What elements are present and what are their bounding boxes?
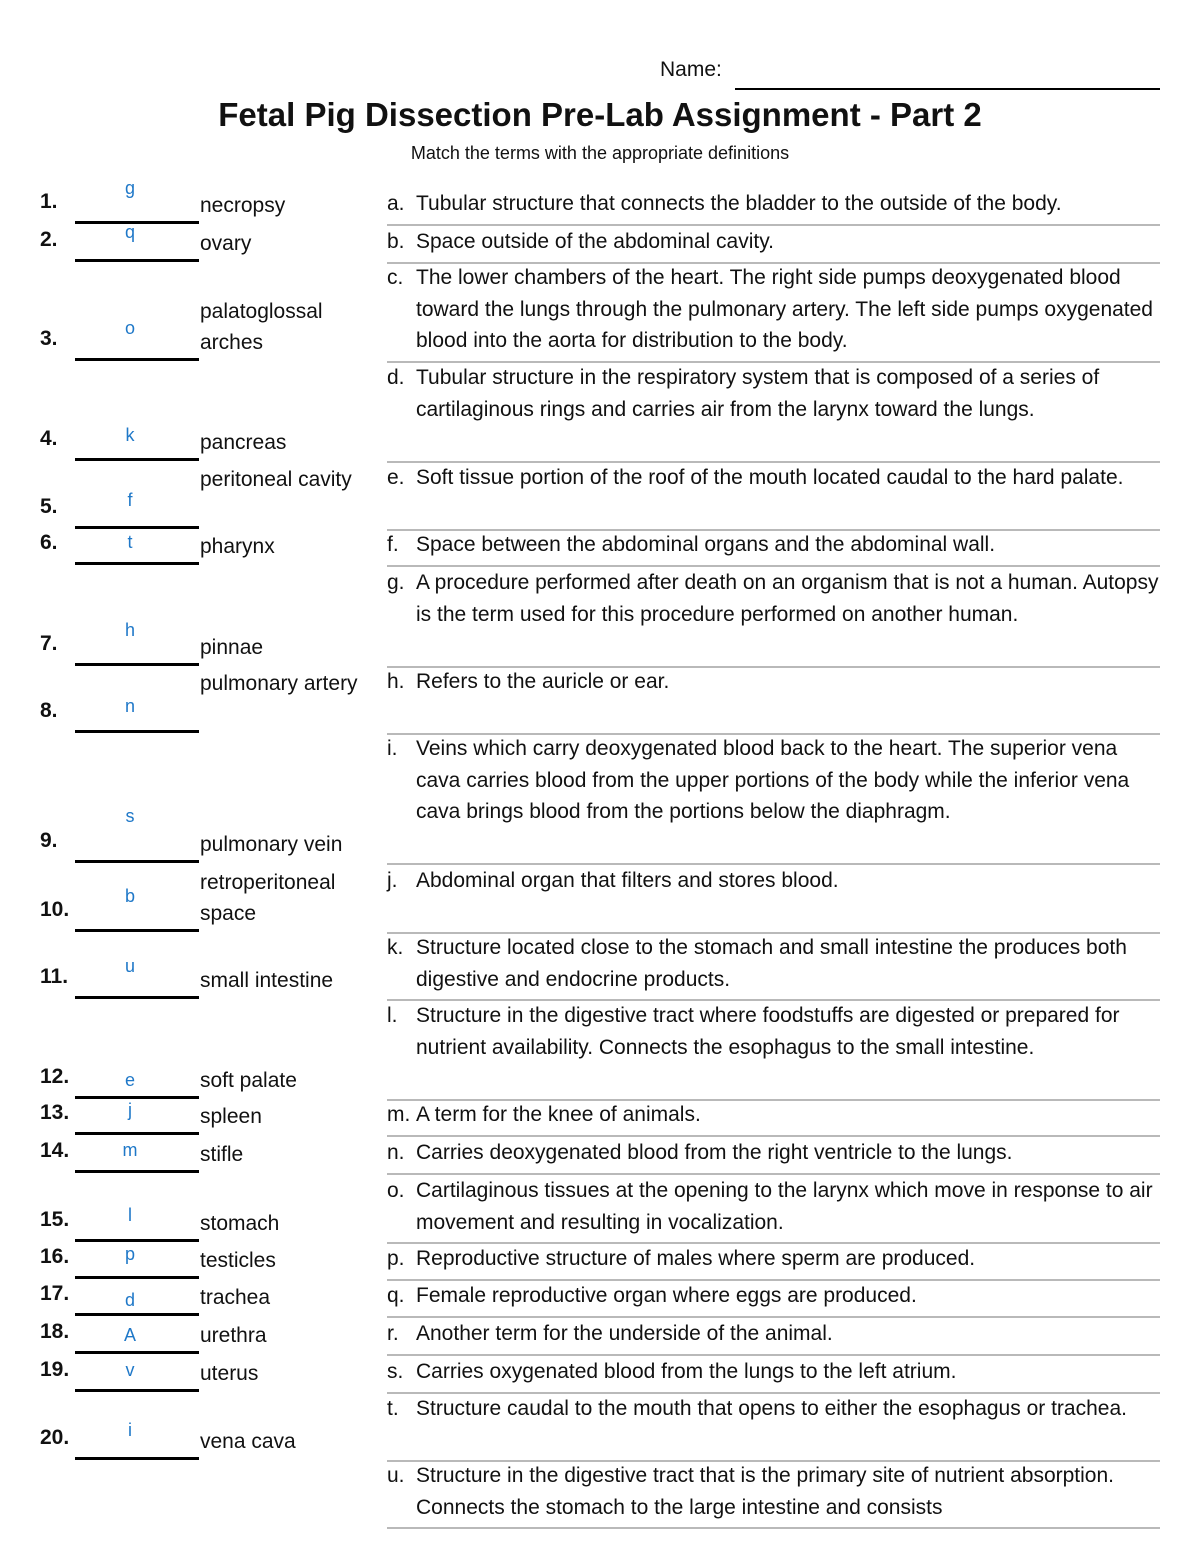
definition-letter: u. (387, 1464, 405, 1487)
answer-blank[interactable] (75, 860, 199, 863)
answer-7[interactable]: h (124, 620, 135, 640)
item-number: 1. (40, 189, 58, 213)
definition-letter: q. (387, 1284, 405, 1307)
definition-j (387, 865, 1162, 897)
answer-18[interactable]: A (123, 1325, 136, 1345)
item-number: 2. (40, 227, 58, 251)
term-palatoglossal-arches: palatoglossal arches (200, 299, 323, 354)
answer-blank[interactable] (75, 1132, 199, 1135)
definition-text: Tubular structure in the respiratory system that is composed of a series of cartilaginous rings and carries air from the larynx toward the lungs. (416, 366, 1100, 421)
answer-blank[interactable] (75, 358, 199, 361)
term-pulmonary-vein: pulmonary vein (200, 833, 343, 856)
answer-8[interactable]: n (124, 696, 135, 716)
answer-20[interactable]: i (128, 1420, 132, 1440)
answer-5[interactable]: f (127, 490, 133, 510)
definition-g (387, 567, 1162, 630)
instructions: Match the terms with the appropriate definitions (410, 143, 790, 163)
definition-letter: c. (387, 266, 404, 289)
definition-text: Structure in the digestive tract that is the primary site of nutrient absorption. Connects the stomach to the large intestine and consists (416, 1464, 1115, 1519)
item-number: 5. (40, 495, 58, 518)
definition-c (387, 262, 1162, 357)
answer-4[interactable]: k (125, 425, 135, 445)
term-retroperitoneal-space: retroperitoneal space (200, 871, 336, 925)
definition-f (387, 529, 1162, 561)
item-number: 11. (40, 965, 69, 988)
answer-15[interactable]: l (128, 1205, 132, 1225)
definition-letter: f. (387, 533, 399, 556)
row-divider (387, 1527, 1160, 1529)
definition-b (387, 226, 1162, 258)
answer-6[interactable]: t (127, 532, 133, 552)
definition-h (387, 666, 1162, 698)
definition-letter: b. (387, 230, 405, 253)
answer-blank[interactable] (75, 259, 199, 262)
term-uterus: uterus (200, 1361, 259, 1385)
definition-letter: j. (387, 869, 398, 892)
answer-blank[interactable] (75, 929, 199, 932)
definition-letter: o. (387, 1179, 405, 1202)
definition-letter: a. (387, 192, 405, 215)
definition-q (387, 1280, 1162, 1312)
item-number: 10. (40, 898, 70, 921)
term-testicles: testicles (200, 1248, 276, 1272)
answer-13[interactable]: j (128, 1100, 132, 1120)
definition-a (387, 188, 1162, 220)
item-number: 19. (40, 1357, 70, 1381)
definition-letter: m. (387, 1103, 411, 1126)
item-number: 17. (40, 1281, 70, 1305)
definition-text: Reproductive structure of males where sperm are produced. (416, 1247, 976, 1270)
answer-blank[interactable] (75, 1313, 199, 1316)
item-number: 16. (40, 1244, 70, 1268)
item-number: 8. (40, 699, 58, 722)
term-pancreas: pancreas (200, 430, 287, 454)
definition-text: Space outside of the abdominal cavity. (416, 230, 774, 253)
definition-text: Refers to the auricle or ear. (416, 670, 670, 693)
term-urethra: urethra (200, 1323, 267, 1347)
definition-text: Tubular structure that connects the bladder to the outside of the body. (416, 192, 1062, 215)
answer-14[interactable]: m (122, 1140, 138, 1160)
definition-text: Carries oxygenated blood from the lungs to the left atrium. (416, 1360, 957, 1383)
term-small-intestine: small intestine (200, 969, 334, 992)
definition-letter: t. (387, 1397, 399, 1420)
answer-10[interactable]: b (124, 886, 135, 906)
definition-m (387, 1099, 1162, 1131)
answer-blank[interactable] (75, 996, 199, 999)
definition-text: Veins which carry deoxygenated blood back to the heart. The superior vena cava carries blood from the upper portions of the body while the inferior vena cava brings blood from the portions below the diaphragm. (416, 737, 1130, 823)
item-number: 6. (40, 530, 58, 554)
definition-text: Carries deoxygenated blood from the right ventricle to the lungs. (416, 1141, 1013, 1164)
item-number: 9. (40, 829, 58, 852)
answer-blank[interactable] (75, 1351, 199, 1354)
definition-text: The lower chambers of the heart. The right side pumps deoxygenated blood toward the lungs through the pulmonary artery. The left side pumps oxygenated blood into the aorta for distribution to the body. (416, 266, 1153, 352)
answer-blank[interactable] (75, 1457, 199, 1460)
item-number: 18. (40, 1319, 70, 1343)
definition-text: Structure in the digestive tract where foodstuffs are digested or prepared for nutrient availability. Connects the esophagus to the small intestine. (416, 1004, 1120, 1059)
definition-e (387, 462, 1162, 494)
item-number: 15. (40, 1208, 70, 1231)
item-number: 7. (40, 631, 58, 655)
answer-blank[interactable] (75, 663, 199, 666)
answer-blank[interactable] (75, 1239, 199, 1242)
definition-letter: i. (387, 737, 398, 760)
definition-letter: l. (387, 1004, 398, 1027)
definition-i (387, 733, 1162, 828)
answer-blank[interactable] (75, 730, 199, 733)
definition-letter: p. (387, 1247, 405, 1270)
definition-letter: r. (387, 1322, 399, 1345)
term-stifle: stifle (200, 1142, 244, 1166)
item-number: 13. (40, 1100, 70, 1124)
term-peritoneal-cavity: peritoneal cavity (200, 468, 352, 491)
definition-text: Female reproductive organ where eggs are produced. (416, 1284, 917, 1307)
answer-9[interactable]: s (125, 806, 135, 826)
answer-11[interactable]: u (124, 956, 135, 976)
definition-u (387, 1460, 1162, 1523)
definition-text: Abdominal organ that filters and stores blood. (416, 869, 839, 892)
name-field[interactable] (735, 88, 1160, 90)
answer-blank[interactable] (75, 1096, 199, 1099)
item-number: 14. (40, 1138, 70, 1162)
answer-blank[interactable] (75, 1276, 199, 1279)
definition-letter: h. (387, 670, 405, 693)
item-number: 20. (40, 1426, 70, 1449)
definition-l (387, 1000, 1162, 1063)
term-trachea: trachea (200, 1285, 271, 1309)
term-pharynx: pharynx (200, 534, 275, 558)
definition-s (387, 1356, 1162, 1388)
definition-p (387, 1243, 1162, 1275)
definition-text: A procedure performed after death on an organism that is not a human. Autopsy is the term used for this procedure performed on another human. (416, 571, 1159, 626)
term-vena-cava: vena cava (200, 1430, 296, 1453)
answer-3[interactable]: o (124, 318, 135, 338)
term-spleen: spleen (200, 1104, 262, 1128)
term-soft-palate: soft palate (200, 1068, 297, 1092)
answer-19[interactable]: v (125, 1360, 135, 1380)
definition-text: Structure caudal to the mouth that opens to either the esophagus or trachea. (416, 1397, 1127, 1420)
definition-d (387, 362, 1162, 425)
definition-letter: n. (387, 1141, 405, 1164)
definition-letter: k. (387, 936, 404, 959)
name-label: Name: (660, 58, 722, 81)
definition-text: Structure located close to the stomach and small intestine the produces both digestive and endocrine products. (416, 936, 1127, 991)
term-pinnae: pinnae (200, 635, 264, 659)
item-number: 4. (40, 426, 58, 450)
definition-text: Space between the abdominal organs and the abdominal wall. (416, 533, 996, 556)
answer-2[interactable]: q (124, 222, 135, 242)
answer-blank[interactable] (75, 526, 199, 529)
answer-blank[interactable] (75, 458, 199, 461)
item-number: 12. (40, 1064, 70, 1088)
definition-letter: s. (387, 1360, 404, 1383)
definition-t (387, 1393, 1162, 1425)
definition-n (387, 1137, 1162, 1169)
term-ovary: ovary (200, 231, 252, 255)
answer-blank[interactable] (75, 1389, 199, 1392)
definition-letter: g. (387, 571, 405, 594)
answer-12[interactable]: e (124, 1070, 135, 1090)
term-stomach: stomach (200, 1212, 280, 1235)
definition-r (387, 1318, 1162, 1350)
answer-blank[interactable] (75, 1170, 199, 1173)
definition-k (387, 932, 1162, 995)
answer-17[interactable]: d (124, 1290, 135, 1310)
definition-letter: d. (387, 366, 405, 389)
answer-1[interactable]: g (124, 178, 135, 198)
definition-text: Another term for the underside of the animal. (416, 1322, 833, 1345)
item-number: 3. (40, 326, 58, 350)
term-pulmonary-artery: pulmonary artery (200, 672, 358, 695)
answer-blank[interactable] (75, 562, 199, 565)
definition-letter: e. (387, 466, 405, 489)
definition-text: A term for the knee of animals. (416, 1103, 701, 1126)
page-title: Fetal Pig Dissection Pre-Lab Assignment - Part 2 (218, 96, 982, 133)
term-necropsy: necropsy (200, 193, 286, 217)
definition-text: Soft tissue portion of the roof of the mouth located caudal to the hard palate. (416, 466, 1124, 489)
definition-text: Cartilaginous tissues at the opening to the larynx which move in response to air movement and resulting in vocalization. (416, 1179, 1153, 1234)
answer-16[interactable]: p (124, 1244, 135, 1264)
definition-o (387, 1175, 1162, 1238)
